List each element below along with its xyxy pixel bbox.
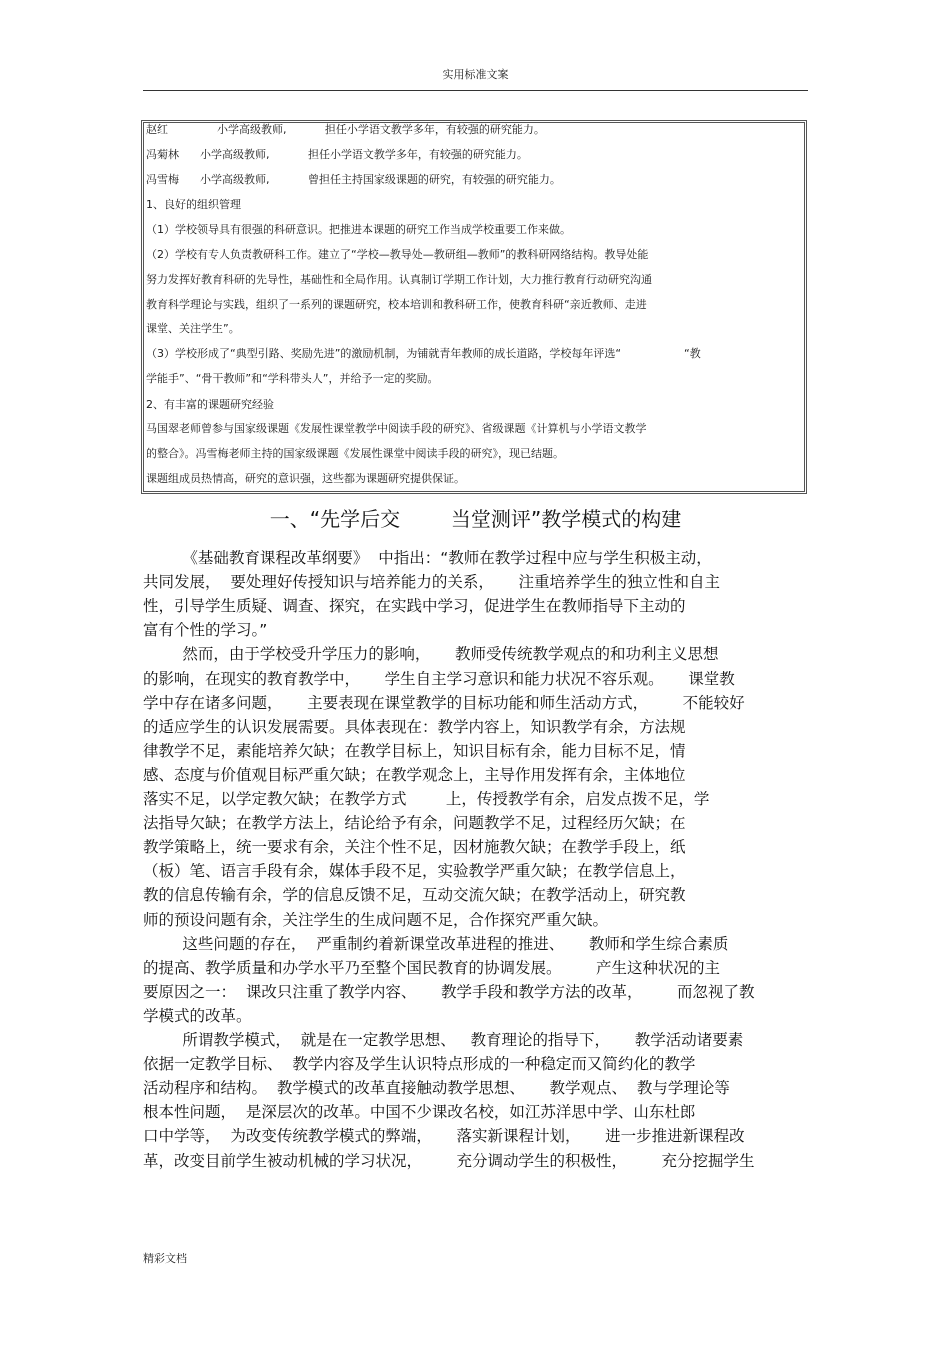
body-line: 感、态度与价值观目标严重欠缺；在教学观念上，主导作用发挥有余，主体地位 <box>143 766 686 784</box>
info-box-line: 努力发挥好教育科研的先导性，基础性和全局作用。认真制订学期工作计划，大力推行教育行动研究沟通 <box>146 273 652 286</box>
header-rule <box>143 90 808 91</box>
page-header: 实用标准文案 <box>442 68 509 81</box>
info-box-line: 冯菊林 小学高级教师, 担任小学语文教学多年，有较强的研究能力。 <box>146 148 528 161</box>
body-line: 要原因之一： 课改只注重了教学内容、 教学手段和教学方法的改革， 而忽视了教 <box>143 983 755 1001</box>
info-box-line: 1、良好的组织管理 <box>146 198 241 211</box>
body-line: 学中存在诸多问题， 主要表现在课堂教学的目标功能和师生活动方式， 不能较好 <box>143 694 745 712</box>
body-line: 富有个性的学习。” <box>143 621 268 639</box>
info-box-line: 冯雪梅 小学高级教师, 曾担任主持国家级课题的研究，有较强的研究能力。 <box>146 173 561 186</box>
body-line: 共同发展， 要处理好传授知识与培养能力的关系， 注重培养学生的独立性和自主 <box>143 573 720 591</box>
body-line: 教的信息传输有余，学的信息反馈不足，互动交流欠缺；在教学活动上，研究教 <box>143 886 686 904</box>
body-line: （板）笔、语言手段有余，媒体手段不足，实验教学严重欠缺；在教学信息上， <box>143 862 686 880</box>
body-line: 落实不足，以学定教欠缺；在教学方式 上，传授教学有余，启发点拨不足，学 <box>143 790 710 808</box>
body-line: 的适应学生的认识发展需要。具体表现在：教学内容上，知识教学有余，方法规 <box>143 718 686 736</box>
body-line: 活动程序和结构。 教学模式的改革直接触动教学思想、 教学观点、 教与学理论等 <box>143 1079 730 1097</box>
body-line: 教学策略上，统一要求有余，关注个性不足，因材施教欠缺；在教学手段上，纸 <box>143 838 686 856</box>
body-line: 性，引导学生质疑、调查、探究，在实践中学习，促进学生在教师指导下主动的 <box>143 597 686 615</box>
info-box-line: （2）学校有专人负责教研科工作。建立了“学校—教导处—教研组—教师”的教科研网络结构。教导处能 <box>146 248 649 261</box>
body-line: 根本性问题， 是深层次的改革。中国不少课改名校，如江苏洋思中学、山东杜郎 <box>143 1103 696 1121</box>
body-line: 律教学不足，素能培养欠缺；在教学目标上，知识目标有余，能力目标不足，情 <box>143 742 686 760</box>
info-box-line: （3）学校形成了“典型引路、奖励先进”的激励机制，为铺就青年教师的成长道路，学校每年评选“ “教 <box>146 347 701 360</box>
body-line: 所谓教学模式， 就是在一定教学思想、 教育理论的指导下， 教学活动诸要素 <box>143 1031 744 1049</box>
section-title: 一、“先学后交 当堂测评”教学模式的构建 <box>269 507 682 531</box>
body-line: 法指导欠缺；在教学方法上，结论给予有余，问题教学不足，过程经历欠缺；在 <box>143 814 686 832</box>
info-box-line: 教育科学理论与实践，组织了一系列的课题研究，校本培训和教科研工作，使教育科研“亲近教师、走进 <box>146 298 647 311</box>
info-box-line: 2、有丰富的课题研究经验 <box>146 398 274 411</box>
body-line: 的提高、教学质量和办学水平乃至整个国民教育的协调发展。 产生这种状况的主 <box>143 959 720 977</box>
body-line: 口中学等， 为改变传统教学模式的弊端， 落实新课程计划， 进一步推进新课程改 <box>143 1127 745 1145</box>
info-box-line: 马国翠老师曾参与国家级课题《发展性课堂教学中阅读手段的研究》、省级课题《计算机与小学语文教学 <box>146 422 647 435</box>
info-box-line: 学能手”、“骨干教师”和“学科带头人”，并给予一定的奖励。 <box>146 372 439 385</box>
body-line: 革，改变目前学生被动机械的学习状况， 充分调动学生的积极性， 充分挖掘学生 <box>143 1152 755 1170</box>
info-box-line: （1）学校领导具有很强的科研意识。把推进本课题的研究工作当成学校重要工作来做。 <box>146 223 571 236</box>
info-box-line: 课堂、关注学生”。 <box>146 322 240 335</box>
body-line: 这些问题的存在， 严重制约着新课堂改革进程的推进、 教师和学生综合素质 <box>143 935 729 953</box>
body-line: 的影响，在现实的教育教学中， 学生自主学习意识和能力状况不容乐观。 课堂教 <box>143 670 735 688</box>
info-box-line: 的整合》。冯雪梅老师主持的国家级课题《发展性课堂中阅读手段的研究》，现已结题。 <box>146 447 564 460</box>
body-line: 师的预设问题有余，关注学生的生成问题不足，合作探究严重欠缺。 <box>143 911 609 929</box>
page-footer: 精彩文档 <box>143 1252 187 1265</box>
info-box-line: 课题组成员热情高，研究的意识强，这些都为课题研究提供保证。 <box>146 472 465 485</box>
body-line: 依据一定教学目标、 教学内容及学生认识特点形成的一种稳定而又简约化的教学 <box>143 1055 696 1073</box>
body-line: 《基础教育课程改革纲要》 中指出：“教师在教学过程中应与学生积极主动， <box>143 549 712 567</box>
body-line: 学模式的改革。 <box>143 1007 252 1025</box>
info-box-line: 赵红 小学高级教师, 担任小学语文教学多年，有较强的研究能力。 <box>146 123 545 136</box>
body-line: 然而，由于学校受升学压力的影响， 教师受传统教学观点的和功利主义思想 <box>143 645 719 663</box>
